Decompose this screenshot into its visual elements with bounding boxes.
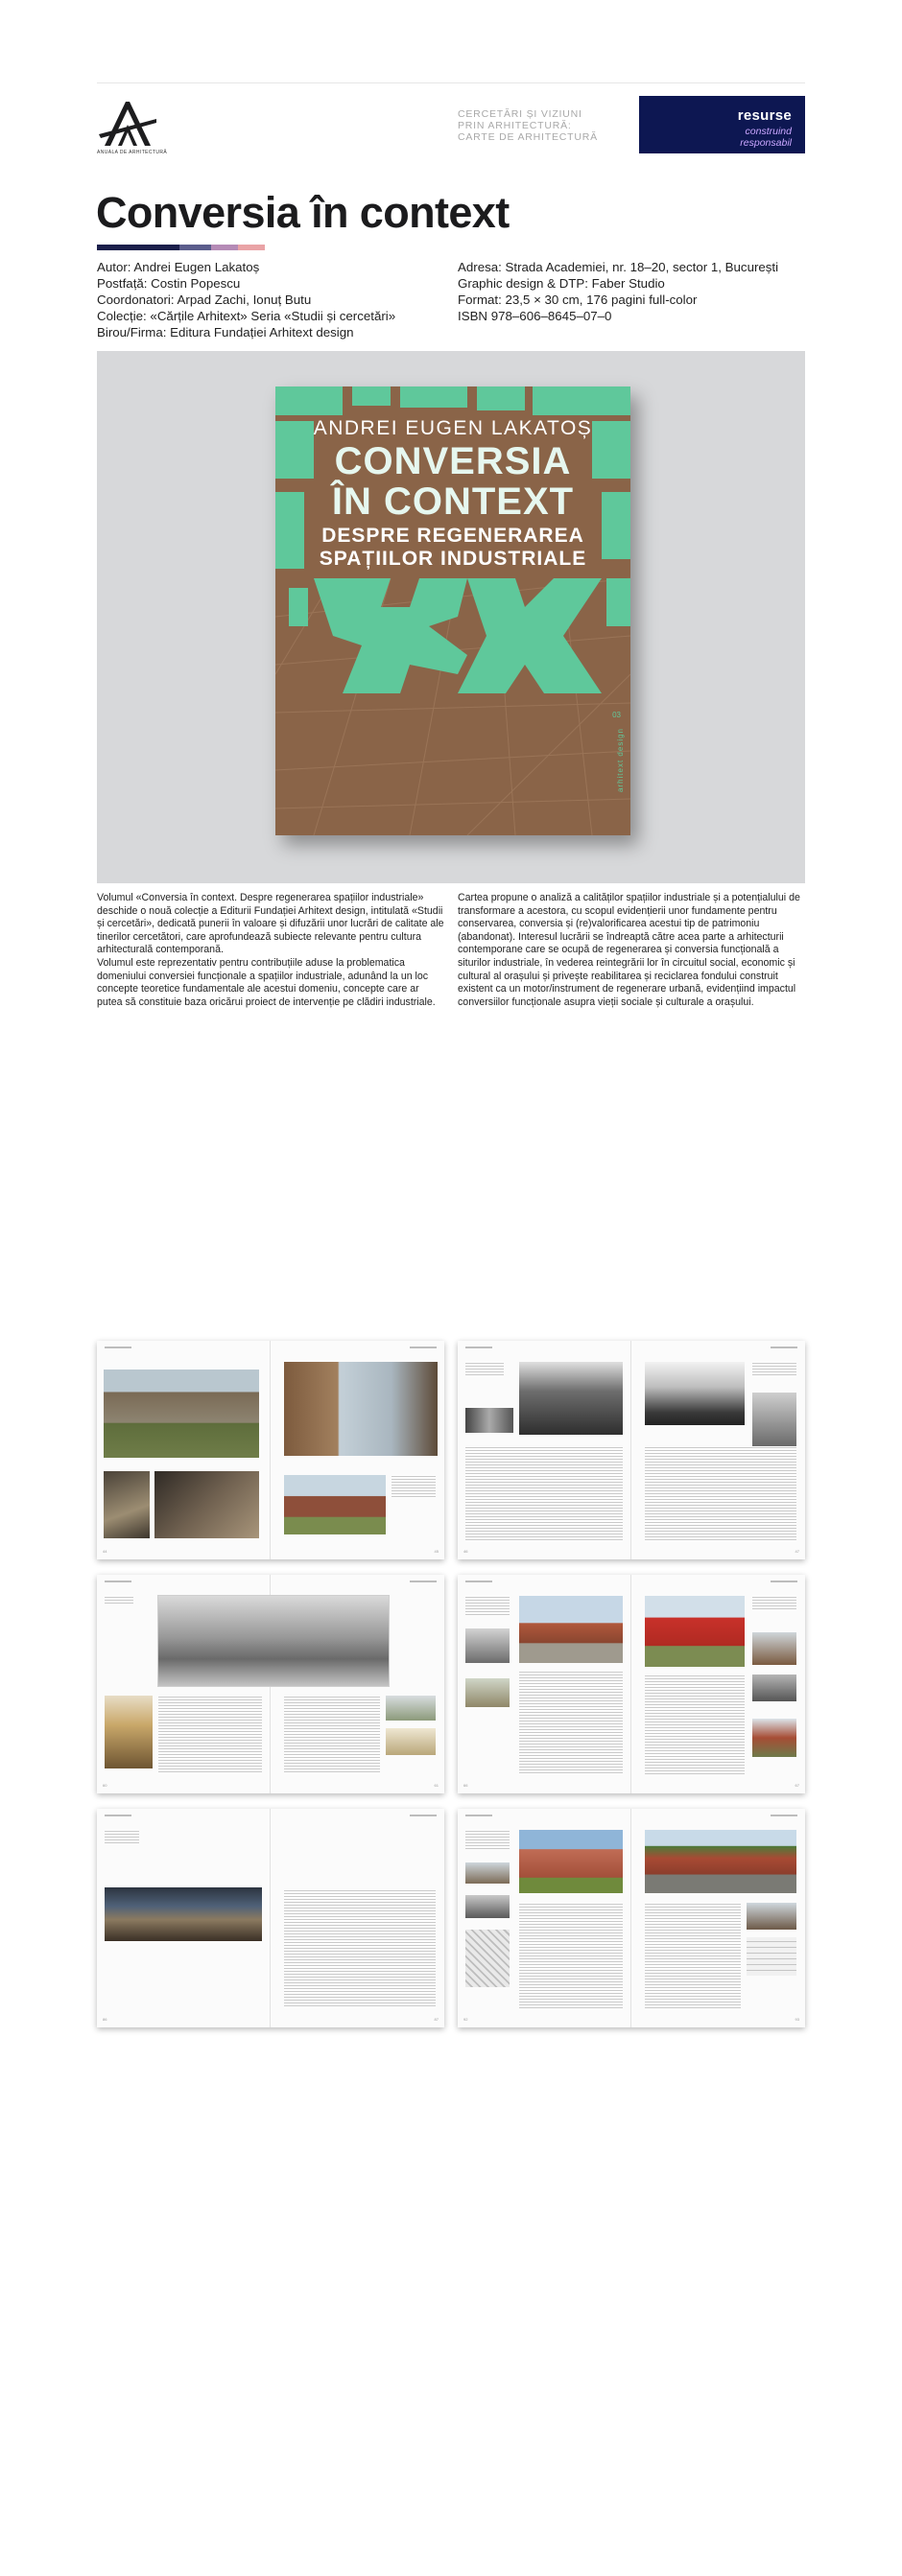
aerial-factory-drawing	[158, 1596, 389, 1686]
spread-page: 47	[631, 1341, 805, 1559]
chimney-photo	[284, 1475, 386, 1534]
book-details-right	[458, 259, 778, 324]
book-spread	[97, 1341, 444, 1559]
spread-page: 86	[97, 1809, 271, 2027]
spread-page: 60	[97, 1575, 271, 1793]
spread-page: 61	[271, 1575, 444, 1793]
cover-series-number: 03	[612, 711, 621, 719]
interior-photo	[104, 1471, 150, 1538]
site-plan-drawing	[465, 1930, 510, 1987]
book-spread	[97, 1575, 444, 1793]
landscape-photo	[386, 1696, 436, 1721]
detail-line: Coordonatori: Arpad Zachi, Ionuț Butu	[97, 293, 312, 307]
industrial-site-photo	[104, 1370, 259, 1458]
spread-page: 67	[631, 1575, 805, 1793]
detail-line: Birou/Firma: Editura Fundației Arhitext design	[97, 325, 354, 340]
book-cover	[275, 386, 630, 835]
book-spread	[458, 1809, 805, 2027]
spread-page: 45	[271, 1341, 444, 1559]
accent-segment	[238, 245, 265, 250]
factory-hall-photo	[519, 1362, 623, 1435]
archive-photo	[465, 1862, 510, 1884]
badge-line: responsabil	[740, 137, 792, 149]
description-right	[458, 892, 805, 1009]
logo-caption: ANUALA DE ARHITECTURĂ	[97, 150, 168, 155]
cover-author: ANDREI EUGEN LAKATOȘ	[313, 417, 593, 439]
red-building-photo	[645, 1596, 745, 1667]
bw-hall-photo	[465, 1628, 510, 1663]
spread-page: 93	[631, 1809, 805, 2027]
detail-line: Autor: Andrei Eugen Lakatoș	[97, 260, 260, 274]
book-details-left	[97, 259, 395, 340]
description-left	[97, 892, 444, 1009]
bw-street-photo	[465, 1895, 510, 1918]
detail-line: Adresa: Strada Academiei, nr. 18–20, sector 1, București	[458, 260, 779, 274]
category-line: CARTE DE ARHITECTURĂ	[458, 131, 598, 143]
ruin-photo	[154, 1471, 259, 1538]
description-paragraph: Cartea propune o analiză a calităților spațiilor industriale și a potențialului de transformare a acestora, cu scopul evidențierii unor fundamente pentru conservarea, conversia și (re)valorificarea acestui tip de patrimoniu (abandonat). Interesul lucrării se îndreaptă către acea parte a arhitecturii contemporane care se ocupă de regenerarea și conversia funcțională a siturilor industriale, în vederea reintegrării lor în circuitul social, economic și cultural al orașului și privește reabilitarea și reciclarea fondului construit existent ca un motor/instrument de regenerare urbană, evidențiind impactul conversiilor funcționale asupra vieții sociale și culturale a orașului.	[458, 892, 800, 1008]
cover-subtitle-line: SPAȚIILOR INDUSTRIALE	[319, 548, 587, 570]
badge-title: resurse	[737, 107, 792, 124]
detail-line: ISBN 978–606–8645–07–0	[458, 309, 612, 323]
detail-line: Colecție: «Cărțile Arhitext» Seria «Studii și cercetări»	[97, 309, 396, 323]
floor-plan-drawing	[747, 1937, 796, 1976]
resurse-badge	[639, 96, 805, 153]
brick-factory-photo	[284, 1362, 438, 1456]
badge-line: construind	[745, 126, 792, 137]
cover-title-line: CONVERSIA	[334, 440, 572, 482]
accent-segment	[211, 245, 238, 250]
cover-title-line: ÎN CONTEXT	[331, 480, 575, 523]
accent-segment	[97, 245, 179, 250]
brick-house-photo	[752, 1719, 796, 1757]
detail-line: Format: 23,5 × 30 cm, 176 pagini full-color	[458, 293, 698, 307]
spread-page: 46	[458, 1341, 631, 1559]
accent-color-bar	[97, 245, 265, 250]
description-paragraph: Volumul este reprezentativ pentru contribuțiile aduse la problematica domeniului conversiei funcționale a spațiilor industriale, adunând la un loc concepte teoretice fundamentale ale acestui domeniu, concepte care ar putea să constituie baza oricărui proiect de intervenție pe clădiri industriale.	[97, 956, 436, 1008]
renovated-facade-photo	[645, 1830, 796, 1893]
book-spread	[458, 1341, 805, 1559]
detail-line: Postfață: Costin Popescu	[97, 276, 241, 291]
spread-page: 66	[458, 1575, 631, 1793]
detail-line: Graphic design & DTP: Faber Studio	[458, 276, 665, 291]
cover-subtitle-line: DESPRE REGENERAREA	[321, 525, 584, 547]
top-divider	[97, 82, 805, 83]
category-line: CERCETĂRI ȘI VIZIUNI	[458, 108, 582, 120]
warehouse-photo	[752, 1632, 796, 1665]
courtyard-photo	[747, 1903, 796, 1930]
tower-photo	[752, 1393, 796, 1446]
field-photo	[465, 1678, 510, 1707]
anuala-logo-icon	[97, 96, 164, 157]
description-paragraph: Volumul «Conversia în context. Despre regenerarea spațiilor industriale» deschide o nouă colecție a Editurii Fundației Arhitext design, intitulată «Studii și cercetări», dedicată punerii în valoare și difuzării unor lucrări de calitate ale tinerilor cercetători, care aprofundează subiecte relevante pentru cultura arhitecturală contemporană.	[97, 892, 444, 956]
book-cover-photo	[97, 351, 805, 883]
sketch-photo	[386, 1728, 436, 1755]
red-hall-photo	[519, 1596, 623, 1663]
cover-publisher-mark: arhitext design	[616, 728, 625, 793]
abandoned-hall-photo	[105, 1887, 262, 1941]
book-spread	[458, 1575, 805, 1793]
bw-building-photo	[752, 1674, 796, 1701]
smokestack-photo	[645, 1362, 745, 1425]
book-spread	[97, 1809, 444, 2027]
spread-page: 87	[271, 1809, 444, 2027]
spread-page: 92	[458, 1809, 631, 2027]
spread-page: 44	[97, 1341, 271, 1559]
accent-segment	[179, 245, 211, 250]
restored-building-photo	[519, 1830, 623, 1893]
tower-drawing	[105, 1696, 153, 1768]
category-line: PRIN ARHITECTURĂ:	[458, 120, 572, 131]
page-title: Conversia în context	[96, 188, 510, 237]
hall-bw-photo	[465, 1408, 513, 1433]
category-label	[458, 108, 621, 143]
